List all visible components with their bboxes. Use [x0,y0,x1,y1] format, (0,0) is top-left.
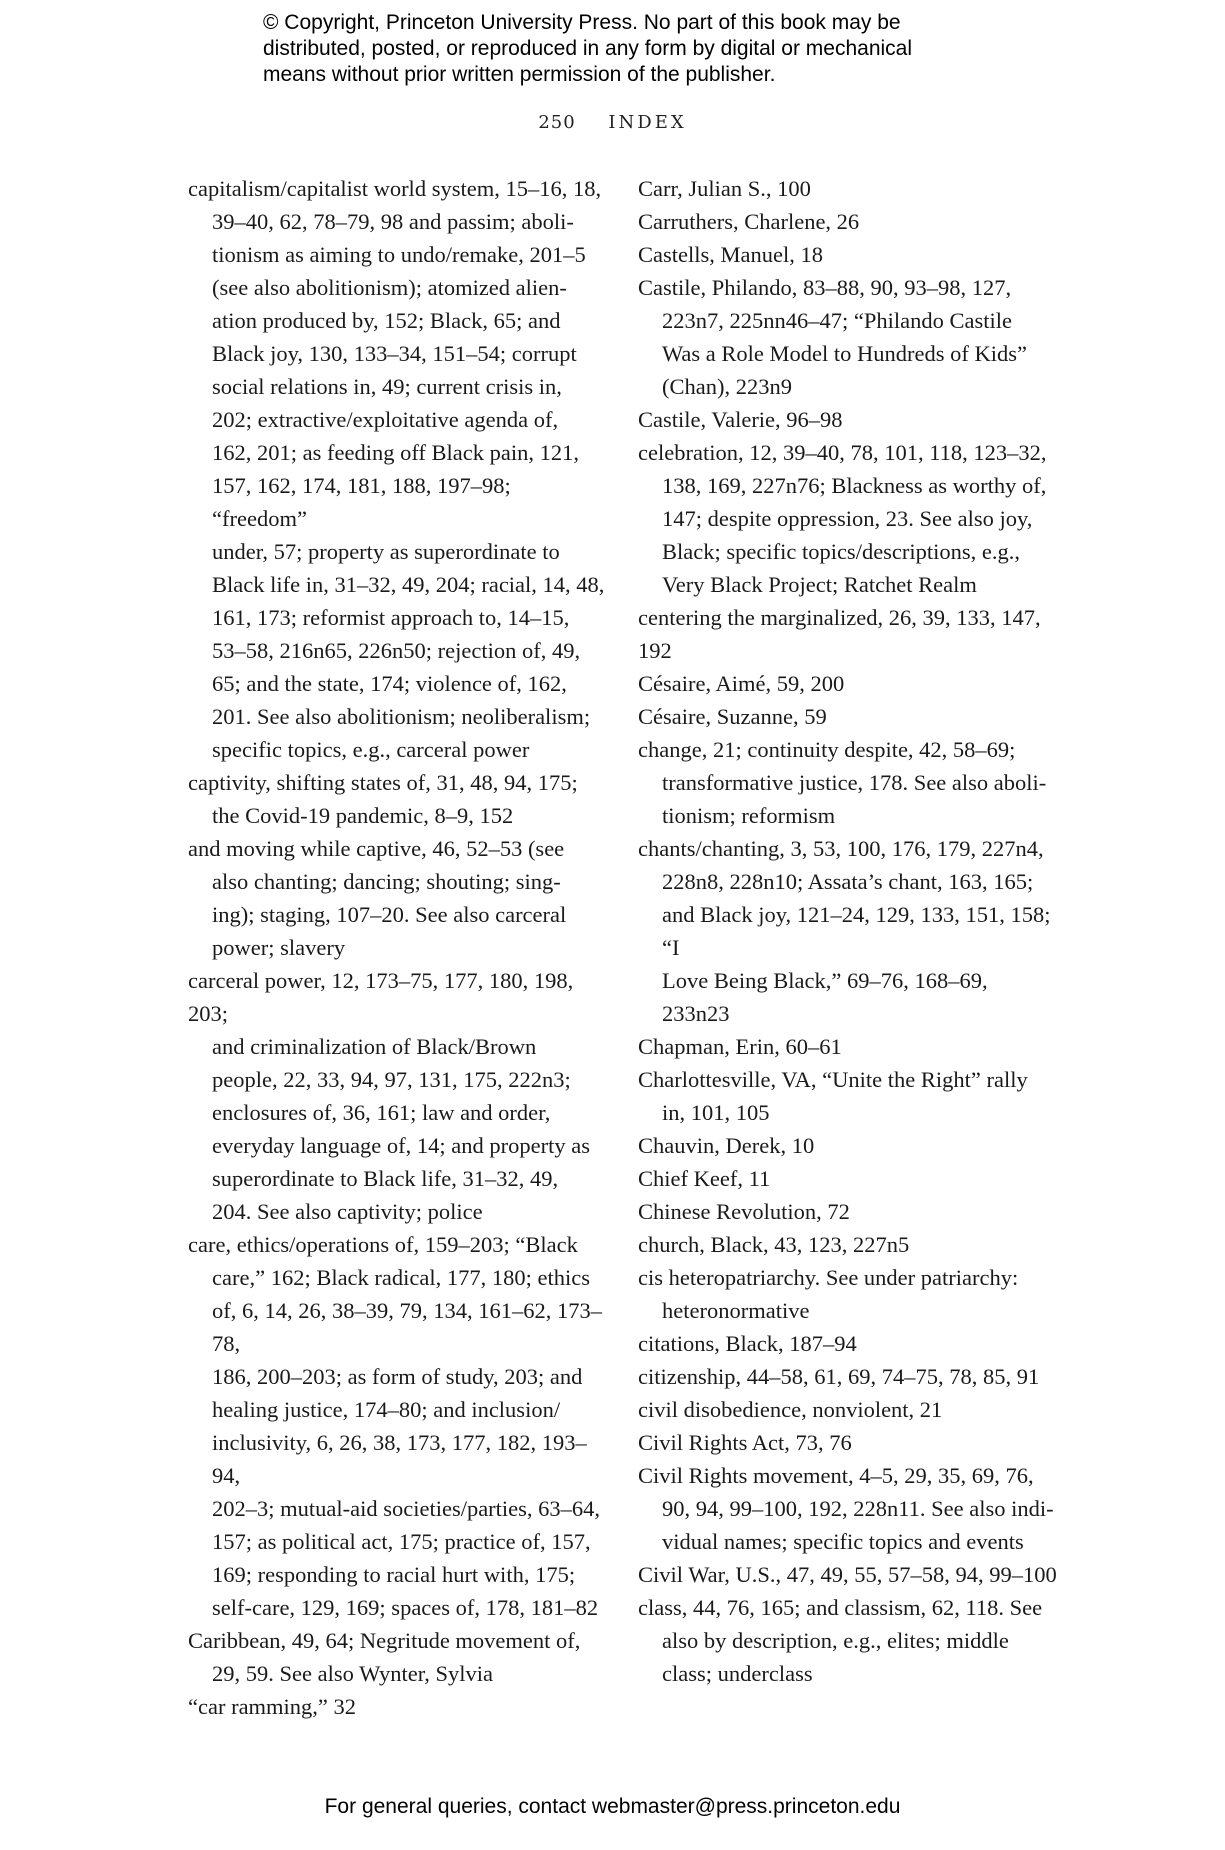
index-entry-line: Very Black Project; Ratchet Realm [662,572,977,597]
running-head [0,112,1225,133]
index-entry-line: and Black joy, 121–24, 129, 133, 151, 158; “I [662,902,1051,960]
index-entry-line: in, 101, 105 [662,1100,770,1125]
index-entry-line: captivity, shifting states of, 31, 48, 94, 175; [188,770,578,795]
copyright-line: distributed, posted, or reproduced in any form by digital or mechanical [263,37,913,60]
index-entry [638,1063,1058,1129]
index-entry-line: specific topics, e.g., carceral power [212,737,530,762]
index-entry [638,436,1058,601]
index-entry [638,832,1058,1030]
copyright-line: © Copyright, Princeton University Press. No part of this book may be [263,11,901,34]
index-entry-line: capitalism/capitalist world system, 15–16, 18, [188,176,602,201]
index-entry-line: Black life in, 31–32, 49, 204; racial, 14, 48, [212,572,605,597]
index-entry [638,1195,1058,1228]
index-entry [188,766,608,832]
index-entry [638,1393,1058,1426]
section-title: INDEX [608,112,687,133]
index-entry-line: 157, 162, 174, 181, 188, 197–98; “freedom” [212,473,511,531]
index-entry-line: Chinese Revolution, 72 [638,1199,850,1224]
index-entry-line: Black joy, 130, 133–34, 151–54; corrupt [212,341,577,366]
index-entry [638,271,1058,403]
index-entry-line: 169; responding to racial hurt with, 175; [212,1562,576,1587]
index-entry-line: Castells, Manuel, 18 [638,242,823,267]
index-entry-line: church, Black, 43, 123, 227n5 [638,1232,910,1257]
index-entry-line: Chauvin, Derek, 10 [638,1133,815,1158]
index-entry-line: Chapman, Erin, 60–61 [638,1034,842,1059]
index-entry-line: Charlottesville, VA, “Unite the Right” rally [638,1067,1028,1092]
index-entry-line: transformative justice, 178. See also aboli- [662,770,1047,795]
index-entry-line: “car ramming,” 32 [188,1694,357,1719]
index-entry-line: (Chan), 223n9 [662,374,792,399]
index-entry-line: chants/chanting, 3, 53, 100, 176, 179, 227n4, [638,836,1044,861]
index-entry [638,733,1058,832]
index-entry [638,1162,1058,1195]
index-entry-line: of, 6, 14, 26, 38–39, 79, 134, 161–62, 173–78, [212,1298,602,1356]
index-entry-line: people, 22, 33, 94, 97, 131, 175, 222n3; [212,1067,571,1092]
index-entry-line: superordinate to Black life, 31–32, 49, [212,1166,559,1191]
index-entry-line: and criminalization of Black/Brown [212,1034,537,1059]
index-entry-line: 138, 169, 227n76; Blackness as worthy of, [662,473,1047,498]
index-entry-line: self-care, 129, 169; spaces of, 178, 181–82 [212,1595,599,1620]
index-entry-line: Civil Rights movement, 4–5, 29, 35, 69, 76, [638,1463,1034,1488]
index-entry-line: also by description, e.g., elites; middle [662,1628,1009,1653]
index-entry-line: centering the marginalized, 26, 39, 133, 147, 192 [638,605,1041,663]
index-entry [638,238,1058,271]
index-entry-line: 186, 200–203; as form of study, 203; and [212,1364,583,1389]
index-entry-line: change, 21; continuity despite, 42, 58–69; [638,737,1016,762]
index-entry-line: Caribbean, 49, 64; Negritude movement of, [188,1628,581,1653]
index-entry-line: Castile, Valerie, 96–98 [638,407,843,432]
index-entry-line: everyday language of, 14; and property as [212,1133,590,1158]
index-entry-line: Civil Rights Act, 73, 76 [638,1430,852,1455]
index-entry-line: 223n7, 225nn46–47; “Philando Castile [662,308,1012,333]
index-entry-line: carceral power, 12, 173–75, 177, 180, 198, 203; [188,968,574,1026]
index-column-right [638,172,1058,1690]
index-entry-line: tionism; reformism [662,803,836,828]
index-entry-line: 228n8, 228n10; Assata’s chant, 163, 165; [662,869,1034,894]
index-entry [638,1261,1058,1327]
index-entry-line: Was a Role Model to Hundreds of Kids” [662,341,1027,366]
index-entry [638,1558,1058,1591]
index-entry-line: under, 57; property as superordinate to [212,539,560,564]
index-entry [638,700,1058,733]
index-column-left [188,172,608,1723]
index-entry-line: ation produced by, 152; Black, 65; and [212,308,561,333]
copyright-line: means without prior written permission of the publisher. [263,63,776,86]
footer-contact: For general queries, contact webmaster@press.princeton.edu [324,1795,901,1818]
index-entry-line: Carr, Julian S., 100 [638,176,811,201]
index-entry-line: 202–3; mutual-aid societies/parties, 63–64, [212,1496,601,1521]
index-entry-line: care, ethics/operations of, 159–203; “Black [188,1232,578,1257]
index-entry-line: Césaire, Aimé, 59, 200 [638,671,845,696]
index-entry-line: civil disobedience, nonviolent, 21 [638,1397,943,1422]
index-entry-line: class, 44, 76, 165; and classism, 62, 118. See [638,1595,1043,1620]
index-entry [188,172,608,766]
index-entry-line: 147; despite oppression, 23. See also joy, [662,506,1033,531]
index-entry [638,1426,1058,1459]
page-number: 250 [538,112,576,133]
index-entry-line: also chanting; dancing; shouting; sing- [212,869,561,894]
index-entry-line: heteronormative [662,1298,810,1323]
index-entry-line: 204. See also captivity; police [212,1199,483,1224]
index-entry-line: tionism as aiming to undo/remake, 201–5 [212,242,586,267]
index-entry-line: 161, 173; reformist approach to, 14–15, [212,605,570,630]
index-entry-line: 65; and the state, 174; violence of, 162, [212,671,567,696]
index-entry-line: enclosures of, 36, 161; law and order, [212,1100,551,1125]
index-entry [638,1228,1058,1261]
index-entry-line: Love Being Black,” 69–76, 168–69, 233n23 [662,968,988,1026]
index-entry-line: social relations in, 49; current crisis in, [212,374,562,399]
index-entry-line: ing); staging, 107–20. See also carceral [212,902,567,927]
index-entry-line: Black; specific topics/descriptions, e.g., [662,539,1021,564]
index-entry [188,832,608,964]
index-entry [638,1030,1058,1063]
index-entry [638,667,1058,700]
index-entry-line: 202; extractive/exploitative agenda of, [212,407,559,432]
index-entry-line: 201. See also abolitionism; neoliberalism; [212,704,591,729]
index-entry-line: 53–58, 216n65, 226n50; rejection of, 49, [212,638,581,663]
index-entry-line: (see also abolitionism); atomized alien- [212,275,567,300]
index-entry-line: Carruthers, Charlene, 26 [638,209,860,234]
index-entry-line: cis heteropatriarchy. See under patriarchy: [638,1265,1019,1290]
index-entry-line: inclusivity, 6, 26, 38, 173, 177, 182, 193–94, [212,1430,587,1488]
index-entry-line: power; slavery [212,935,346,960]
index-entry-line: 39–40, 62, 78–79, 98 and passim; aboli- [212,209,574,234]
index-entry-line: celebration, 12, 39–40, 78, 101, 118, 123–32, [638,440,1047,465]
index-entry [638,1459,1058,1558]
index-entry [638,1591,1058,1690]
index-entry [638,205,1058,238]
index-entry [188,1624,608,1690]
index-entry-line: care,” 162; Black radical, 177, 180; ethics [212,1265,590,1290]
index-entry-line: citizenship, 44–58, 61, 69, 74–75, 78, 85, 91 [638,1364,1040,1389]
index-entry-line: 29, 59. See also Wynter, Sylvia [212,1661,494,1686]
index-entry-line: vidual names; specific topics and events [662,1529,1024,1554]
index-entry-line: class; underclass [662,1661,813,1686]
index-entry [638,1327,1058,1360]
index-entry-line: citations, Black, 187–94 [638,1331,857,1356]
index-entry [638,601,1058,667]
index-entry [188,964,608,1228]
index-entry [188,1690,608,1723]
index-entry-line: the Covid-19 pandemic, 8–9, 152 [212,803,514,828]
index-entry-line: Civil War, U.S., 47, 49, 55, 57–58, 94, 99–100 [638,1562,1057,1587]
index-entry-line: 157; as political act, 175; practice of, 157, [212,1529,591,1554]
index-entry-line: 90, 94, 99–100, 192, 228n11. See also indi- [662,1496,1054,1521]
copyright-notice [263,10,1023,88]
index-entry-line: Césaire, Suzanne, 59 [638,704,827,729]
index-entry [638,172,1058,205]
index-entry [188,1228,608,1624]
index-entry [638,1360,1058,1393]
index-entry-line: 162, 201; as feeding off Black pain, 121, [212,440,580,465]
index-entry-line: and moving while captive, 46, 52–53 (see [188,836,565,861]
index-entry-line: healing justice, 174–80; and inclusion/ [212,1397,561,1422]
index-entry [638,403,1058,436]
index-entry-line: Castile, Philando, 83–88, 90, 93–98, 127, [638,275,1012,300]
index-entry [638,1129,1058,1162]
index-entry-line: Chief Keef, 11 [638,1166,771,1191]
